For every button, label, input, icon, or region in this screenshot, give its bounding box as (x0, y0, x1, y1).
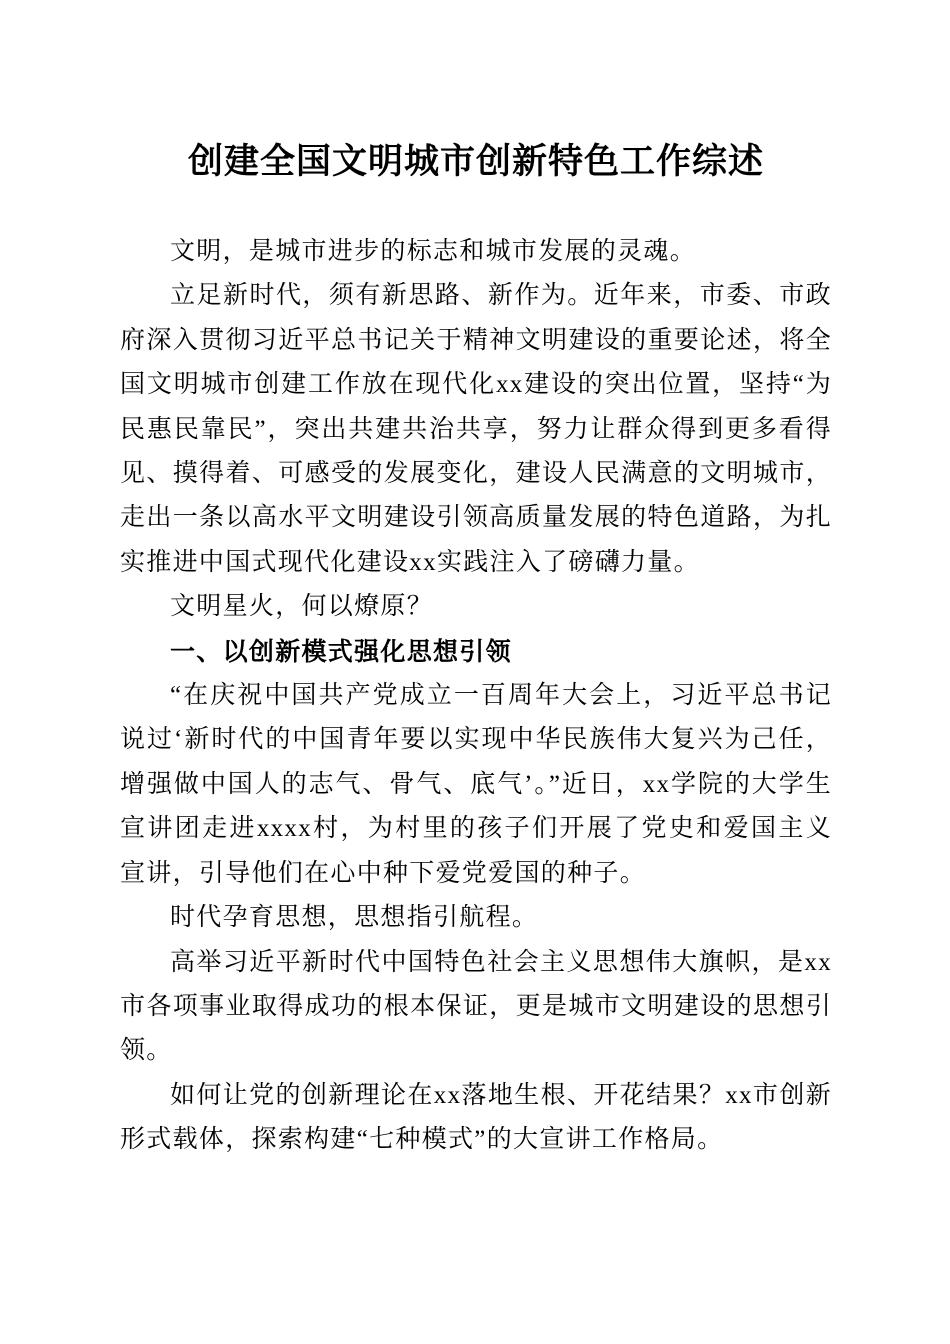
document-title: 创建全国文明城市创新特色工作综述 (187, 142, 764, 181)
paragraph-intro: 文明，是城市进步的标志和城市发展的灵魂。 (170, 238, 697, 265)
paragraph-era-thought: 时代孕育思想，思想指引航程。 (170, 904, 539, 932)
section-heading-1: 一、以创新模式强化思想引领 (170, 637, 512, 666)
paragraph-quote-story: “在庆祝中国共产党成立一百周年大会上，习近平总书记说过‘新时代的中国青年要以实现中华民族伟大复兴为己任，增强做中国人的志气、骨气、底气’。”近日，xx学院的大学生宣讲团走进xxxx村，为村里的孩子们开展了党史和爱国主义宣讲，引导他们在心中种下爱党爱国的种子。 (120, 682, 832, 887)
paragraph-banner: 高举习近平新时代中国特色社会主义思想伟大旗帜，是xx市各项事业取得成功的根本保证，更是城市文明建设的思想引领。 (120, 948, 832, 1065)
paragraph-question: 文明星火，何以燎原？ (170, 593, 434, 621)
document-content (120, 0, 832, 1163)
paragraph-overview: 立足新时代，须有新思路、新作为。近年来，市委、市政府深入贯彻习近平总书记关于精神文明建设的重要论述，将全国文明城市创建工作放在现代化xx建设的突出位置，坚持“为民惠民靠民”，突出共建共治共享，努力让群众得到更多看得见、摸得着、可感受的发展变化，建设人民满意的文明城市，走出一条以高水平文明建设引领高质量发展的特色道路，为扎实推进中国式现代化建设xx实践注入了磅礴力量。 (120, 282, 832, 576)
paragraph-seven-modes: 如何让党的创新理论在xx落地生根、开花结果？xx市创新形式载体，探索构建“七种模式”的大宣讲工作格局。 (120, 1081, 832, 1154)
